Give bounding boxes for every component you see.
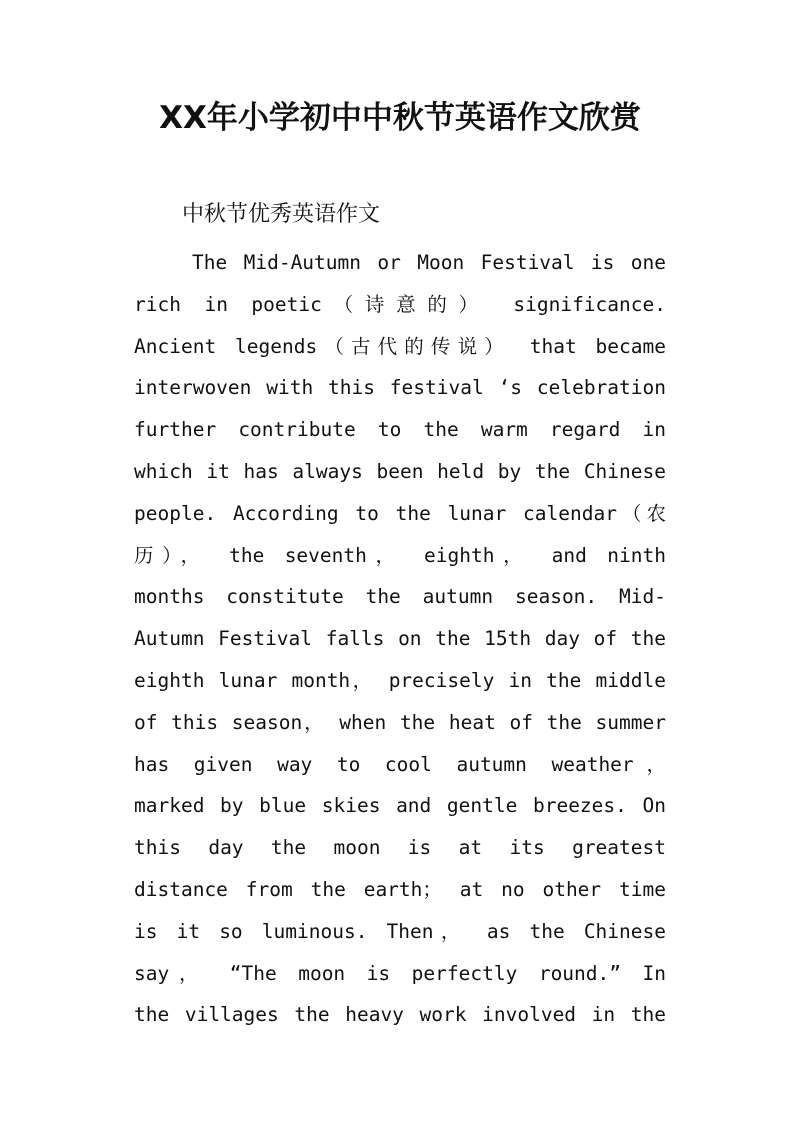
text-line-4: interwoven with this festival ‘s celebration	[134, 376, 666, 400]
text-line-11: eighth lunar month， precisely in the middle	[134, 668, 666, 692]
text-line-2: rich in poetic（诗意的） significance.	[134, 292, 666, 316]
text-line-3: Ancient legends（古代的传说） that became	[134, 334, 666, 358]
text-line-7: people. According to the lunar calendar（农	[134, 501, 666, 525]
text-line-13: has given way to cool autumn weather，	[134, 752, 666, 776]
text-line-5: further contribute to the warm regard in	[134, 418, 666, 442]
document-title: XX年小学初中中秋节英语作文欣赏	[159, 100, 641, 136]
text-line-10: Autumn Festival falls on the 15th day of the	[134, 627, 666, 651]
essay-body	[134, 242, 666, 1036]
text-line-14: marked by blue skies and gentle breezes. On	[134, 794, 666, 818]
text-line-17: is it so luminous. Then， as the Chinese	[134, 919, 666, 943]
text-line-16: distance from the earth； at no other time	[134, 877, 666, 901]
text-line-15: this day the moon is at its greatest	[134, 836, 666, 860]
text-line-18: say， “The moon is perfectly round.” In	[134, 961, 666, 985]
text-line-8: 历）， the seventh， eighth， and ninth	[134, 543, 666, 567]
text-line-1: The Mid-Autumn or Moon Festival is one	[192, 251, 666, 274]
text-line-6: which it has always been held by the Chinese	[134, 459, 666, 483]
document-subtitle: 中秋节优秀英语作文	[182, 202, 381, 227]
text-line-12: of this season， when the heat of the summer	[134, 710, 666, 734]
text-line-9: months constitute the autumn season. Mid-	[134, 585, 666, 609]
text-line-19: the villages the heavy work involved in the	[134, 1003, 666, 1027]
